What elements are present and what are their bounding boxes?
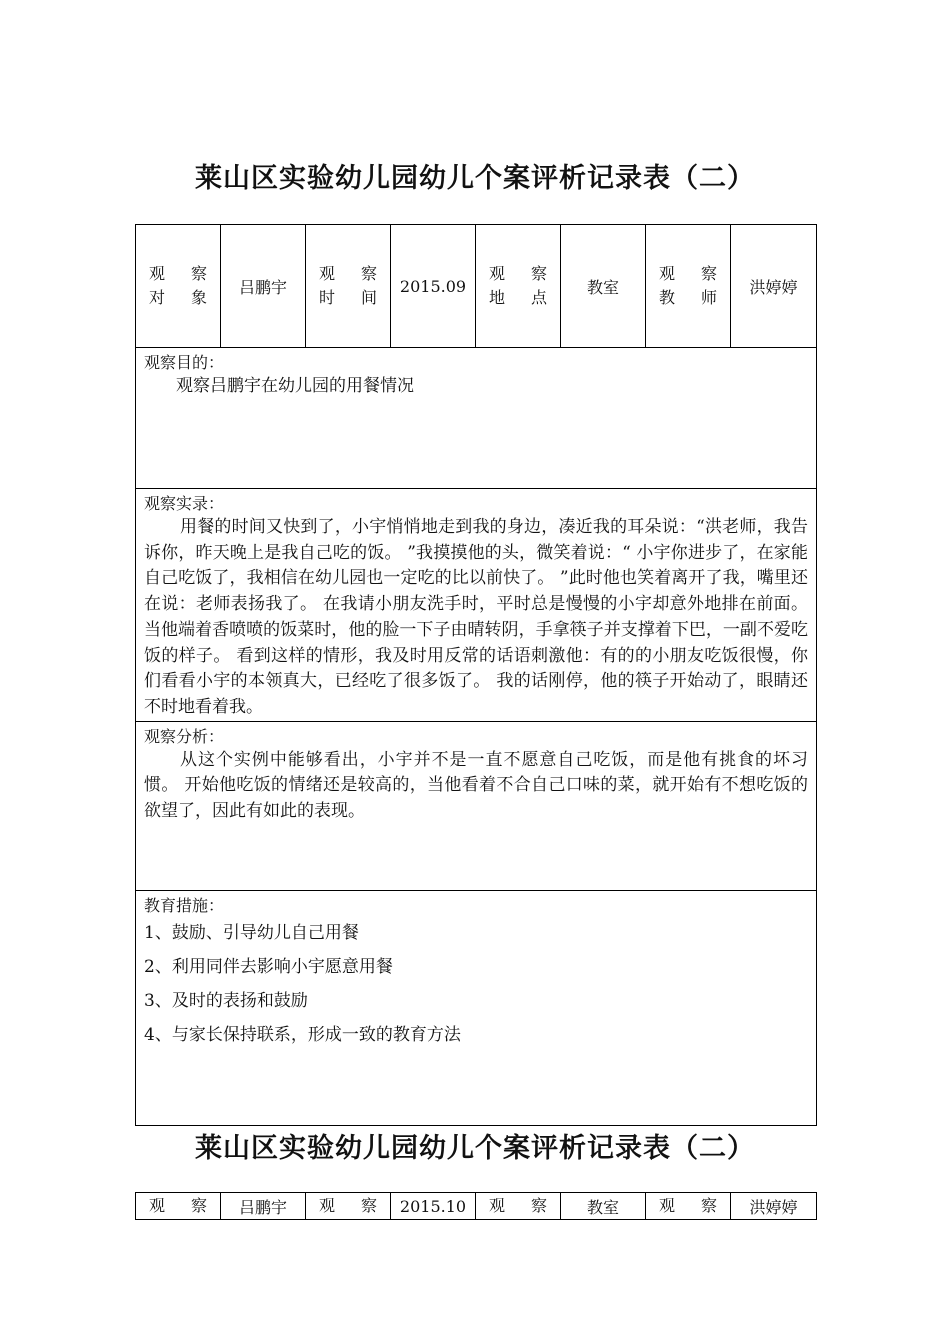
measures-heading: 教育措施：: [144, 895, 225, 915]
measures-section: [136, 890, 817, 1125]
analysis-row: [136, 721, 817, 890]
record-heading: 观察实录：: [144, 494, 225, 513]
measure-item: 2、利用同伴去影响小宇愿意用餐: [144, 956, 393, 977]
purpose-heading: 观察目的：: [144, 353, 225, 372]
measure-item: 1、鼓励、引导幼儿自己用餐: [144, 922, 359, 943]
object-label-2: [136, 1193, 221, 1220]
label-line: 时 间: [319, 288, 377, 307]
analysis-text: 从这个实例中能够看出，小宇并不是一直不愿意自己吃饭，而是他有挑食的坏习惯。 开始他吃饭的情绪还是较高的，当他看着不合自己口味的菜，就开始有不想吃饭的欲望了，因此有如此的表现。: [144, 749, 808, 822]
purpose-section: [136, 348, 817, 489]
time-label-2: [306, 1193, 391, 1220]
object-value: 吕鹏宇: [221, 225, 306, 348]
label-line: 观 察: [319, 264, 377, 283]
time-value-2: 2015.10: [391, 1193, 476, 1220]
record-section: [136, 489, 817, 722]
time-label: [306, 225, 391, 348]
label-line: 观 察: [319, 1196, 377, 1215]
page-title: 莱山区实验幼儿园幼儿个案评析记录表（二）: [195, 163, 755, 194]
label-line: 观 察: [489, 264, 547, 283]
record-text: 用餐的时间又快到了，小宇悄悄地走到我的身边，凑近我的耳朵说：“洪老师，我告诉你，昨天晚上是我自己吃的饭。 ”我摸摸他的头，微笑着说：“ 小宇你进步了，在家能自己吃饭了，我相信在幼儿园也一定吃的比以前快了。 ”此时他也笑着离开了我，嘴里还在说：老师表扬我了。 在我请小朋友洗手时，平时总是慢慢的小宇却意外地排在前面。 当他端着香喷喷的饭菜时，他的脸一下子由晴转阴，手拿筷子并支撑着下巴，一副不爱吃饭的样子。 看到这样的情形，我及时用反常的话语刺激他：有的的小朋友吃饭很慢，你们看看小宇的本领真大，已经吃了很多饭了。 我的话刚停，他的筷子开始动了，眼睛还不时地看着我。: [144, 517, 808, 717]
teacher-value-2: 洪婷婷: [731, 1193, 817, 1220]
label-line: 对 象: [149, 288, 207, 307]
analysis-section: [136, 721, 817, 890]
teacher-value: 洪婷婷: [731, 225, 817, 348]
header-row-2: [136, 1193, 817, 1220]
place-label-2: [476, 1193, 561, 1220]
label-line: 观 察: [149, 264, 207, 283]
place-value: 教室: [561, 225, 646, 348]
teacher-label-2: [646, 1193, 731, 1220]
label-line: 教 师: [659, 288, 717, 307]
purpose-text: 观察吕鹏宇在幼儿园的用餐情况: [176, 376, 414, 396]
object-value-2: 吕鹏宇: [221, 1193, 306, 1220]
time-value: 2015.09: [391, 225, 476, 348]
record-row: [136, 489, 817, 722]
measure-item: 3、及时的表扬和鼓励: [144, 990, 308, 1011]
label-line: 观 察: [659, 1196, 717, 1215]
measures-row: [136, 890, 817, 1125]
purpose-row: [136, 348, 817, 489]
object-label: [136, 225, 221, 348]
teacher-label: [646, 225, 731, 348]
record-table-2: [135, 1192, 817, 1220]
record-table: [135, 224, 817, 1126]
page-title-2: 莱山区实验幼儿园幼儿个案评析记录表（二）: [195, 1133, 755, 1164]
label-line: 观 察: [489, 1196, 547, 1215]
measure-item: 4、与家长保持联系，形成一致的教育方法: [144, 1024, 461, 1045]
place-value-2: 教室: [561, 1193, 646, 1220]
header-row: [136, 225, 817, 348]
label-line: 观 察: [659, 264, 717, 283]
label-line: 观 察: [149, 1196, 207, 1215]
place-label: [476, 225, 561, 348]
label-line: 地 点: [489, 288, 547, 307]
analysis-heading: 观察分析：: [144, 726, 225, 746]
